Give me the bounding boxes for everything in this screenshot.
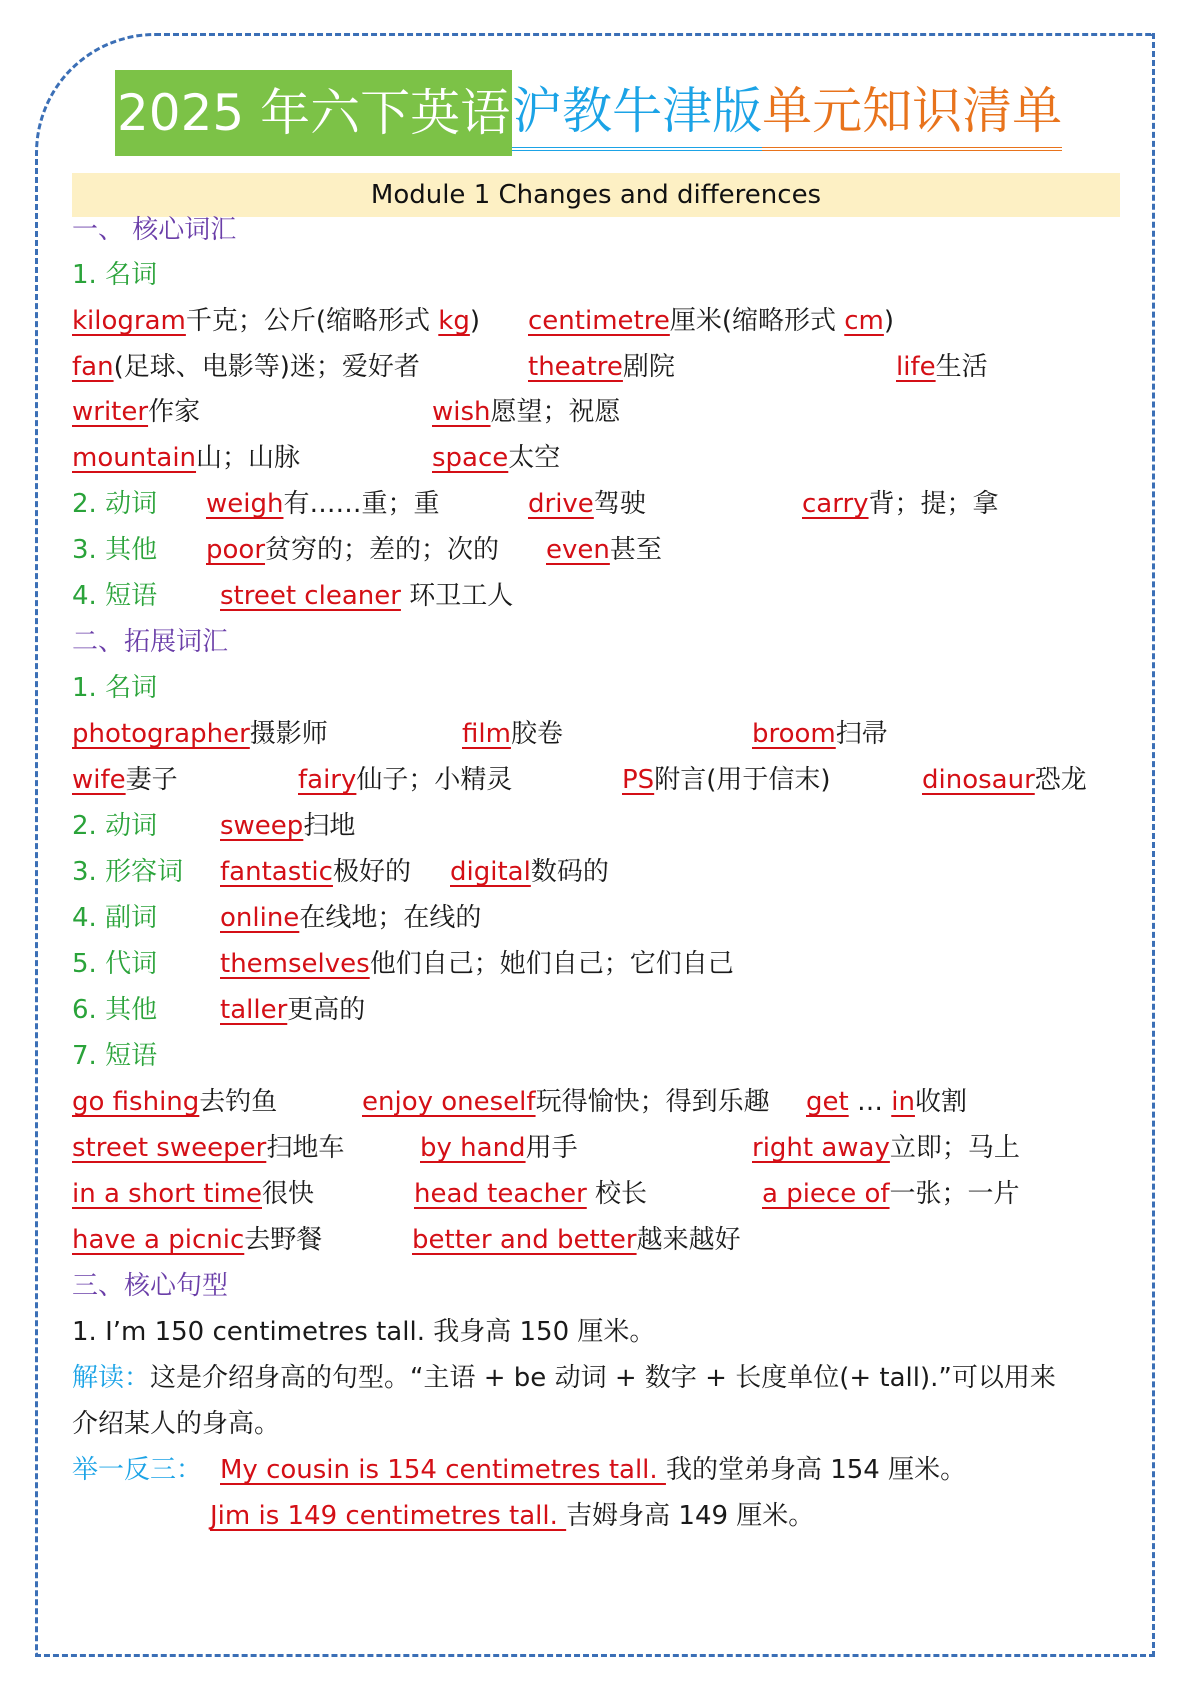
phrase-word: a piece of	[762, 1179, 890, 1209]
example-translation: 我的堂弟身高 154 厘米。	[665, 1455, 967, 1485]
vocab-word: film	[462, 719, 511, 749]
phrase-word: by hand	[420, 1133, 526, 1163]
section-core-sentences: 三、核心句型	[72, 1271, 229, 1301]
sentence-1: 1. I’m 150 centimetres tall. 我身高 150 厘米。	[72, 1317, 656, 1347]
vocab-meaning: 数码的	[530, 857, 609, 887]
vocab-meaning: 扫地	[303, 811, 356, 841]
explanation	[72, 1356, 1056, 1400]
vocab-meaning: 山；山脉	[196, 443, 301, 473]
phrase-word: have a picnic	[72, 1225, 245, 1255]
phrase-meaning: 用手	[525, 1133, 578, 1163]
vocab-row	[72, 482, 999, 526]
section-core-vocab: 一、 核心词汇	[72, 215, 237, 245]
vocab-word: wish	[432, 397, 491, 427]
vocab-word: weigh	[206, 489, 284, 519]
explanation-text: 这是介绍身高的句型。“主语 + be 动词 + 数字 + 长度单位(+ tall).”可以用来	[150, 1363, 1056, 1393]
phrase-word: in	[891, 1087, 915, 1117]
example-sentence: My cousin is 154 centimetres tall.	[220, 1455, 666, 1485]
vocab-meaning: 作家	[148, 397, 201, 427]
core-verbs-label: 2. 动词	[72, 489, 158, 519]
phrase-word: right away	[752, 1133, 890, 1163]
example-translation: 吉姆身高 149 厘米。	[566, 1501, 815, 1531]
vocab-meaning: 太空	[508, 443, 561, 473]
phrase-meaning: 校长	[586, 1179, 648, 1209]
vocab-word: themselves	[220, 949, 370, 979]
phrase-word: get	[806, 1087, 849, 1117]
vocab-meaning: 剧院	[622, 352, 675, 382]
phrase-meaning: 玩得愉快；得到乐趣	[535, 1087, 770, 1117]
module-heading: Module 1 Changes and differences	[72, 173, 1120, 217]
vocab-meaning: 有……重；重	[283, 489, 440, 519]
vocab-meaning: 摄影师	[249, 719, 328, 749]
example-1	[72, 1448, 967, 1492]
phrase-word: better and better	[412, 1225, 637, 1255]
vocab-meaning: 背；提；拿	[868, 489, 999, 519]
core-phrases-label: 4. 短语	[72, 581, 158, 611]
vocab-word: dinosaur	[922, 765, 1035, 795]
vocab-word: kilogram	[72, 306, 186, 336]
ext-pron-label: 5. 代词	[72, 949, 158, 979]
vocab-row	[72, 712, 888, 756]
phrase-meaning: 去野餐	[244, 1225, 323, 1255]
vocab-word: even	[546, 535, 610, 565]
vocab-row	[72, 988, 366, 1032]
vocab-row	[72, 299, 895, 343]
core-others-label: 3. 其他	[72, 535, 158, 565]
vocab-word: life	[896, 352, 936, 382]
phrase-word: in a short time	[72, 1179, 262, 1209]
vocab-row	[72, 850, 609, 894]
vocab-word: wife	[72, 765, 126, 795]
vocab-meaning-end: )	[469, 306, 481, 336]
ext-adj-label: 3. 形容词	[72, 857, 184, 887]
phrase-meaning: 越来越好	[636, 1225, 741, 1255]
page-title	[115, 70, 1062, 156]
vocab-word: sweep	[220, 811, 304, 841]
vocab-meaning: 驾驶	[593, 489, 646, 519]
vocab-word: space	[432, 443, 509, 473]
vocab-word: fan	[72, 352, 114, 382]
vocab-word: theatre	[528, 352, 623, 382]
ext-adv-label: 4. 副词	[72, 903, 158, 933]
vocab-meaning: 在线地；在线的	[299, 903, 482, 933]
ext-nouns-label: 1. 名词	[72, 673, 158, 703]
ext-phrases-label: 7. 短语	[72, 1041, 158, 1071]
vocab-row	[72, 436, 561, 480]
vocab-word: mountain	[72, 443, 197, 473]
vocab-row	[72, 804, 356, 848]
vocab-row	[72, 574, 514, 618]
phrase-row	[72, 1172, 1020, 1216]
phrase-meaning: 一张；一片	[889, 1179, 1020, 1209]
vocab-meaning: 极好的	[332, 857, 411, 887]
vocab-meaning: 生活	[935, 352, 988, 382]
vocab-word: centimetre	[528, 306, 670, 336]
phrase-row	[72, 1126, 1020, 1170]
vocab-meaning: 千克；公斤(缩略形式	[185, 306, 439, 336]
vocab-word: street cleaner	[220, 581, 401, 611]
vocab-word: PS	[622, 765, 655, 795]
vocab-word: photographer	[72, 719, 250, 749]
vocab-word: poor	[206, 535, 266, 565]
phrase-ellipsis: …	[848, 1087, 892, 1117]
vocab-meaning: (足球、电影等)迷；爱好者	[113, 352, 420, 382]
vocab-word: carry	[802, 489, 869, 519]
vocab-meaning: 甚至	[609, 535, 662, 565]
vocab-meaning: 环卫工人	[409, 581, 514, 611]
explanation-label: 解读：	[72, 1363, 151, 1393]
phrase-word: go fishing	[72, 1087, 200, 1117]
vocab-meaning: 愿望；祝愿	[490, 397, 621, 427]
phrase-word: head teacher	[414, 1179, 587, 1209]
vocab-abbr: kg	[438, 306, 470, 336]
core-nouns-label: 1. 名词	[72, 260, 158, 290]
vocab-meaning: 他们自己；她们自己；它们自己	[369, 949, 734, 979]
phrase-word: street sweeper	[72, 1133, 267, 1163]
vocab-word: taller	[220, 995, 288, 1025]
vocab-row	[72, 528, 662, 572]
vocab-meaning-end: )	[883, 306, 895, 336]
ext-others-label: 6. 其他	[72, 995, 158, 1025]
vocab-word: fantastic	[220, 857, 333, 887]
vocab-word: broom	[752, 719, 836, 749]
section-ext-vocab: 二、拓展词汇	[72, 627, 229, 657]
vocab-row	[72, 390, 621, 434]
vocab-meaning: 妻子	[125, 765, 178, 795]
phrase-meaning: 收割	[914, 1087, 967, 1117]
vocab-word: digital	[450, 857, 531, 887]
vocab-row	[72, 345, 988, 389]
phrase-meaning: 立即；马上	[889, 1133, 1020, 1163]
phrase-row	[72, 1080, 967, 1124]
title-part-2: 沪教牛津版	[512, 75, 762, 151]
example-sentence: Jim is 149 centimetres tall.	[210, 1501, 567, 1531]
vocab-meaning: 附言(用于信末)	[654, 765, 831, 795]
vocab-meaning: 恐龙	[1034, 765, 1087, 795]
vocab-word: online	[220, 903, 300, 933]
vocab-meaning: 胶卷	[510, 719, 563, 749]
vocab-meaning: 厘米(缩略形式	[669, 306, 845, 336]
vocab-abbr: cm	[844, 306, 884, 336]
vocab-meaning: 贫穷的；差的；次的	[265, 535, 500, 565]
vocab-row	[72, 896, 482, 940]
vocab-row	[72, 942, 734, 986]
vocab-row	[72, 758, 1087, 802]
vocab-word: fairy	[298, 765, 357, 795]
ext-verbs-label: 2. 动词	[72, 811, 158, 841]
phrase-meaning: 扫地车	[266, 1133, 345, 1163]
example-label: 举一反三：	[72, 1455, 203, 1485]
title-part-1: 2025 年六下英语	[115, 70, 512, 156]
vocab-word: writer	[72, 397, 149, 427]
vocab-meaning: 更高的	[287, 995, 366, 1025]
title-part-3: 单元知识清单	[762, 75, 1062, 151]
phrase-word: enjoy oneself	[362, 1087, 536, 1117]
vocab-word: drive	[528, 489, 594, 519]
vocab-meaning: 仙子；小精灵	[356, 765, 513, 795]
vocab-meaning: 扫帚	[835, 719, 888, 749]
phrase-meaning: 去钓鱼	[199, 1087, 278, 1117]
phrase-meaning: 很快	[262, 1179, 315, 1209]
explanation-continued: 介绍某人的身高。	[72, 1409, 281, 1439]
phrase-row	[72, 1218, 741, 1262]
